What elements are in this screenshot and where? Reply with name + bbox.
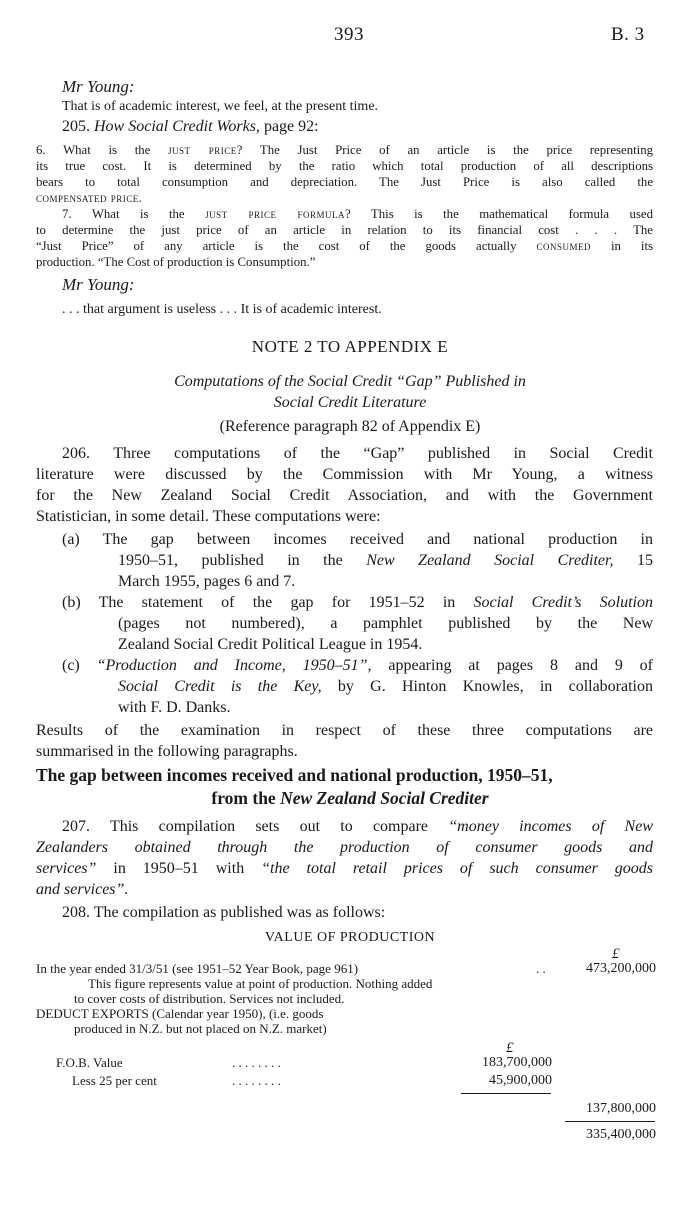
quote-text: That is of academic interest, we feel, at the present time. <box>62 99 379 114</box>
net-value: 137,800,000 <box>586 1101 656 1116</box>
quote-text-2: . . . that argument is useless . . . It is of academic interest. <box>62 302 382 317</box>
note-line2: to cover costs of distribution. Services not included. <box>74 991 345 1006</box>
text: 1950–51, published in the <box>118 552 367 569</box>
para207-line2: Zealanders obtained through the production of consumer goods and <box>36 839 653 856</box>
para206-line1: 206. Three computations of the “Gap” published in Social Credit <box>62 445 653 462</box>
text: (b) The statement of the gap for 1951–52 in <box>62 594 474 611</box>
item-b-line3: Zealand Social Credit Political League in 1954. <box>118 636 423 653</box>
text: 207. This compilation sets out to compare <box>62 818 449 835</box>
text: by G. Hinton Knowles, in collaboration <box>321 678 654 695</box>
text: in 1950–51 with <box>96 860 262 877</box>
section-heading-line2 <box>0 788 700 809</box>
text: 15 <box>613 552 654 569</box>
item-b-line2: (pages not numbered), a pamphlet published by the New <box>118 615 653 632</box>
publication-title: Social Credit is the Key, <box>118 678 322 695</box>
section-code: B. 3 <box>611 24 645 45</box>
para206-line2: literature were discussed by the Commission with Mr Young, a witness <box>36 466 653 483</box>
total-value: 335,400,000 <box>586 1127 656 1142</box>
results-line2: summarised in the following paragraphs. <box>36 743 298 760</box>
item-c-line3: with F. D. Danks. <box>118 699 231 716</box>
item-c-line2 <box>118 678 653 696</box>
text: appearing at pages 8 and 9 of <box>371 657 654 674</box>
def7-line3: “Just Price” of any article is the cost of the goods actually consumed in its <box>36 239 653 253</box>
row1-value: 473,200,000 <box>586 961 656 976</box>
less-label: Less 25 per cent <box>72 1073 157 1088</box>
quoted-text: “the total retail prices of such consumer goods <box>261 860 654 877</box>
item-a-line1: (a) The gap between incomes received and national production in <box>62 531 653 548</box>
def7-line1: 7. What is the just price formula? This is the mathematical formula used <box>62 207 654 221</box>
quoted-text: “money incomes of New <box>448 818 653 835</box>
def6-line3: bears to total consumption and depreciation. The Just Price is also called the <box>36 175 653 189</box>
less-value: 45,900,000 <box>489 1073 552 1088</box>
def6-line2: its true cost. It is determined by the ratio which total production of all descriptions <box>36 159 653 173</box>
def6-line1: 6. What is the just price? The Just Price of an article is the price representing <box>36 143 653 157</box>
item-a-line3: March 1955, pages 6 and 7. <box>118 573 296 590</box>
fob-label: F.O.B. Value <box>56 1055 123 1070</box>
quoted-text: services” <box>36 860 97 877</box>
publication-title: “Production and Income, 1950–51”, <box>96 657 372 674</box>
note-line1: This figure represents value at point of production. Nothing added <box>88 976 433 991</box>
page-number: 393 <box>334 24 364 45</box>
note-heading: NOTE 2 TO APPENDIX E <box>251 337 449 356</box>
subtotal-rule <box>461 1093 551 1094</box>
publication-title: New Zealand Social Crediter, <box>366 552 614 569</box>
fob-value: 183,700,000 <box>482 1055 552 1070</box>
fob-leaders: . . . . . . . . <box>232 1055 281 1070</box>
item-b-line1 <box>62 594 653 612</box>
text: from the <box>211 788 281 808</box>
text: (c) <box>62 657 97 674</box>
para206-line4: Statistician, in some detail. These computations were: <box>36 508 381 525</box>
para-number: 205. <box>62 118 90 135</box>
deduct-line1: DEDUCT EXPORTS (Calendar year 1950), (i.e. goods <box>36 1006 324 1021</box>
currency-symbol: £ <box>612 946 620 962</box>
section-heading-line1: The gap between incomes received and national production, 1950–51, <box>36 765 553 785</box>
page-ref: page 92: <box>259 118 319 135</box>
para207-line3 <box>36 860 653 878</box>
publication-title: Social Credit’s Solution <box>473 594 653 611</box>
speaker-label: Mr Young: <box>62 77 135 96</box>
para207-line1 <box>62 818 653 836</box>
note-subtitle-2: Social Credit Literature <box>273 394 427 411</box>
row1-leaders: . . <box>536 961 546 976</box>
note-reference: (Reference paragraph 82 of Appendix E) <box>219 418 481 435</box>
def6-line4: compensated price. <box>36 191 142 205</box>
row1-label: In the year ended 31/3/51 (see 1951–52 Year Book, page 961) <box>36 961 359 976</box>
note-subtitle-1: Computations of the Social Credit “Gap” Published in <box>174 373 526 390</box>
publication-title: New Zealand Social Crediter <box>280 788 489 808</box>
para-205 <box>62 118 319 136</box>
book-title: How Social Credit Works, <box>94 118 260 135</box>
def7-line2: to determine the just price of an article in relation to its financial cost . . . The <box>36 223 653 237</box>
def7-line4: production. “The Cost of production is Consumption.” <box>36 255 316 269</box>
total-rule <box>565 1121 655 1122</box>
deduct-line2: produced in N.Z. but not placed on N.Z. market) <box>74 1021 327 1036</box>
speaker-label-2: Mr Young: <box>62 275 135 294</box>
para207-line4: and services”. <box>36 881 129 898</box>
table-title: VALUE OF PRODUCTION <box>264 930 436 945</box>
currency-symbol-2: £ <box>506 1040 514 1056</box>
results-line1: Results of the examination in respect of these three computations are <box>36 722 653 739</box>
item-a-line2 <box>118 552 653 570</box>
para206-line3: for the New Zealand Social Credit Association, and with the Government <box>36 487 653 504</box>
para208: 208. The compilation as published was as follows: <box>62 904 386 921</box>
less-leaders: . . . . . . . . <box>232 1073 281 1088</box>
item-c-line1 <box>62 657 653 675</box>
